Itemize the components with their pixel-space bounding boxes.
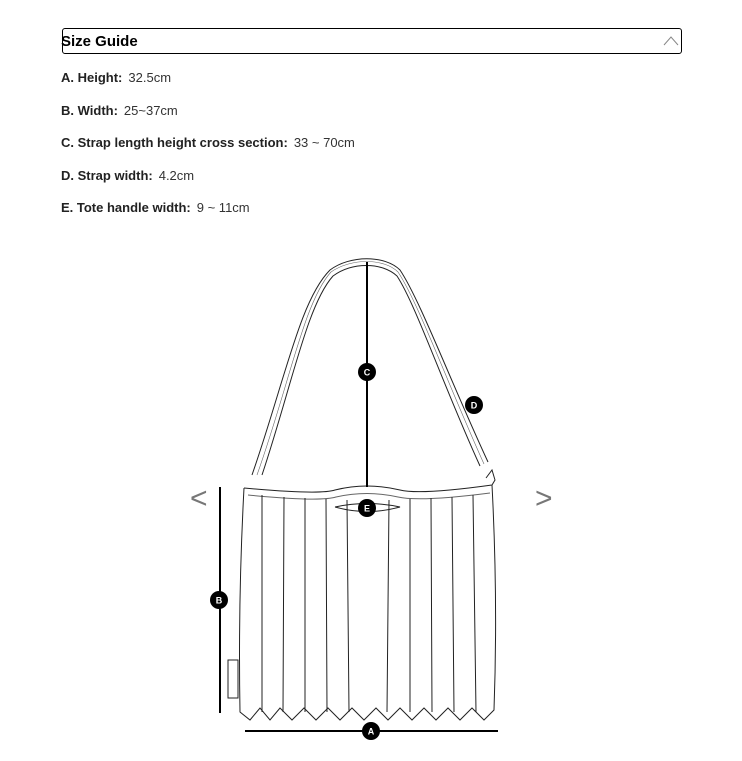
spec-value: 4.2cm: [158, 168, 195, 183]
svg-text:E: E: [363, 503, 371, 514]
spec-label: B. Width:: [61, 103, 118, 118]
carousel-next-button[interactable]: >: [535, 482, 553, 515]
carousel-prev-button[interactable]: <: [190, 482, 208, 515]
spec-value: 32.5cm: [128, 70, 172, 85]
marker-d: [465, 396, 483, 414]
accordion-title: Size Guide: [61, 32, 138, 50]
spec-label: E. Tote handle width:: [61, 200, 191, 215]
spec-label: C. Strap length height cross section:: [61, 135, 288, 150]
bag-outline: [228, 259, 496, 720]
marker-a: [362, 722, 380, 740]
svg-text:D: D: [470, 400, 478, 411]
svg-text:A: A: [367, 726, 375, 737]
svg-text:C: C: [363, 367, 371, 378]
marker-c: [358, 363, 376, 381]
svg-text:B: B: [215, 595, 223, 606]
marker-e: [358, 499, 376, 517]
spec-label: D. Strap width:: [61, 168, 153, 183]
spec-label: A. Height:: [61, 70, 123, 85]
spec-value: 25~37cm: [123, 103, 178, 118]
spec-value: 33 ~ 70cm: [293, 135, 355, 150]
marker-b: [210, 591, 228, 609]
spec-value: 9 ~ 11cm: [196, 200, 250, 215]
